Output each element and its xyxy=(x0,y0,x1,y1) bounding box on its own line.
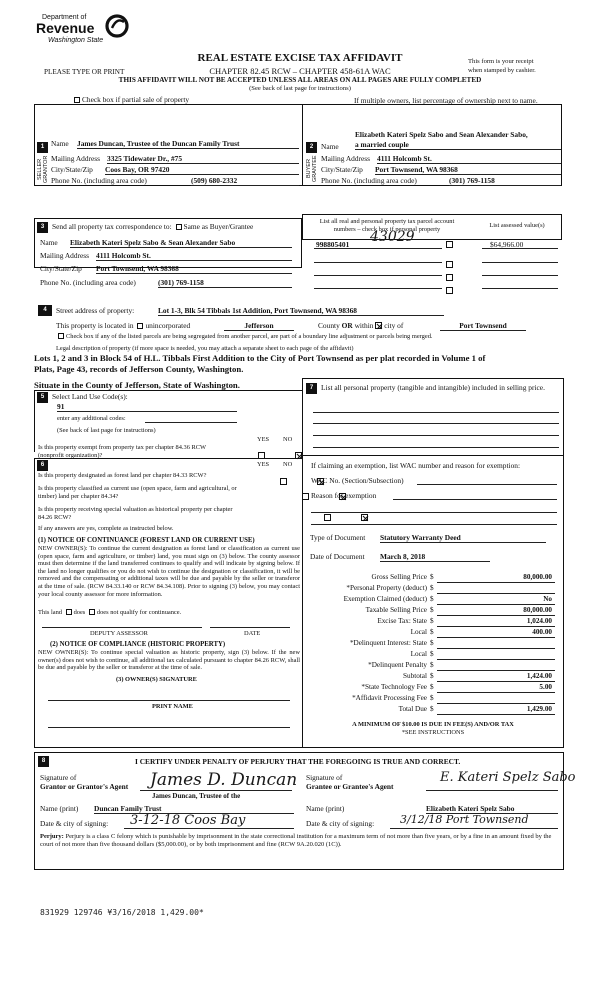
agency-logo xyxy=(36,14,136,50)
agency-dept: Department of xyxy=(42,14,87,21)
land-use-see-back: (See back of last page for instructions) xyxy=(57,427,156,434)
legal-desc-1[interactable]: Lots 1, 2 and 3 in Block 54 of H.L. Tibbals First Addition to the City of Port Townsend as per plat recorded in Volume 1 of xyxy=(34,353,486,363)
deputy-assessor-label: DEPUTY ASSESSOR xyxy=(90,630,148,637)
wa-dept-logo-icon xyxy=(104,14,130,38)
grantee-date-label: Date & city of signing: xyxy=(306,819,375,828)
fee-line xyxy=(437,692,555,693)
fee-row xyxy=(300,584,582,595)
parcel-header-2: numbers – check box if personal property xyxy=(333,226,441,233)
s6-yes-header: YES xyxy=(257,461,270,468)
unincorporated-checkbox[interactable] xyxy=(137,323,143,329)
perjury-notice xyxy=(40,833,560,849)
dollar-sign: $ xyxy=(430,584,434,592)
fee-label: Taxable Selling Price xyxy=(365,606,427,614)
exempt-question: Is this property exempt from property tax per chapter 84.36 RCW (nonprofit organization)? xyxy=(38,444,206,459)
owner-signature-label: (3) OWNER(S) SIGNATURE xyxy=(116,676,197,683)
street-address[interactable]: Lot 1-3, Blk 54 Tibbals 1st Addition, Port Townsend, WA 98368 xyxy=(158,306,444,316)
section-7-number: 7 xyxy=(306,383,317,394)
receipt-note-1: This form is your receipt xyxy=(468,58,534,65)
certify-statement: I CERTIFY UNDER PENALTY OF PERJURY THAT THE FOREGOING IS TRUE AND CORRECT. xyxy=(135,757,461,766)
owner-signature-line[interactable] xyxy=(48,700,290,701)
buyer-phone-label: Phone No. (including area code) xyxy=(321,176,417,185)
agency-name: Revenue xyxy=(36,20,95,36)
dollar-sign: $ xyxy=(430,705,434,713)
perjury-text: Perjury is a class C felony which is punishable by imprisonment in the state correctional institution for a maximum term of not more than five years, or by a fine in an amount fixed by the court of not more than five thousand dollars ($5,000.00), or by both imprisonment and fine (RCW 9A.20.020 (1C)). xyxy=(40,833,552,848)
see-instructions: *SEE INSTRUCTIONS xyxy=(401,729,465,736)
corr-phone-label: Phone No. (including area code) xyxy=(40,278,136,287)
assessed-value[interactable]: $64,966.00 xyxy=(490,240,524,249)
see-back-note: (See back of last page for instructions) xyxy=(249,85,351,92)
doc-date-label: Date of Document xyxy=(310,552,365,561)
partial-sale-checkbox[interactable]: Check box if partial sale of property xyxy=(72,95,189,104)
deputy-signature-line[interactable] xyxy=(42,627,202,628)
legal-desc-2[interactable]: Plats, Page 43, records of Jefferson County, Washington. xyxy=(34,364,244,374)
fee-label: *Delinquent Penalty xyxy=(368,661,427,669)
parcel-row-1-personal-checkbox[interactable] xyxy=(446,241,453,248)
corr-mailing-label: Mailing Address xyxy=(40,251,90,260)
fee-line xyxy=(437,615,555,616)
fee-value[interactable]: 1,424.00 xyxy=(526,672,552,680)
grantee-date[interactable]: 3/12/18 Port Townsend xyxy=(400,813,529,826)
legal-desc-label: Legal description of property (if more space is needed, you may attach a separate sheet to each page of the affidavit) xyxy=(56,345,354,352)
section-8-number: 8 xyxy=(38,756,49,767)
personal-property-line-1[interactable] xyxy=(313,412,559,413)
dollar-sign: $ xyxy=(430,661,434,669)
fee-value[interactable]: 80,000.00 xyxy=(523,573,552,581)
multiple-owners-note: If multiple owners, list percentage of ownership next to name. xyxy=(354,96,538,105)
buyer-name-label: Name xyxy=(321,142,339,151)
parcel-number[interactable]: 998805401 xyxy=(316,240,350,249)
partial-sale-box[interactable] xyxy=(74,97,80,103)
minimum-due-note: A MINIMUM OF $10.00 IS DUE IN FEE(S) AND/OR TAX xyxy=(352,721,514,728)
grantor-sig-label-1: Signature of xyxy=(40,773,77,782)
dollar-sign: $ xyxy=(430,606,434,614)
grantor-sig-under: James Duncan, Trustee of the xyxy=(152,792,241,800)
buyer-name-1[interactable]: Elizabeth Kateri Spelz Sabo and Sean Alexander Sabo, xyxy=(355,130,528,139)
seller-side-label: SELLER GRANTOR xyxy=(37,155,49,183)
parcel-row-4-line xyxy=(314,288,442,289)
fee-line xyxy=(437,681,555,682)
buyer-name-2[interactable]: a married couple xyxy=(355,140,561,150)
wac-field[interactable] xyxy=(417,476,557,485)
fee-table xyxy=(300,573,562,713)
print-name-label: PRINT NAME xyxy=(152,703,193,710)
wac-label: WAC No. (Section/Subsection) xyxy=(311,476,404,485)
fee-line xyxy=(437,593,555,594)
corr-name-label: Name xyxy=(40,238,58,247)
fee-row xyxy=(300,661,582,672)
perjury-label: Perjury: xyxy=(40,833,64,840)
fee-label: Subtotal xyxy=(403,672,427,680)
buyer-mailing[interactable]: 4111 Holcomb St. xyxy=(377,154,561,164)
fee-label: Excise Tax: State xyxy=(377,617,427,625)
grantee-sig-line xyxy=(426,790,558,791)
seller-phone-label: Phone No. (including area code) xyxy=(51,176,147,185)
seller-mailing[interactable]: 3325 Tidewater Dr., #75 xyxy=(107,154,299,164)
corr-city-label: City/State/Zip xyxy=(40,264,82,273)
dollar-sign: $ xyxy=(430,639,434,647)
q-current-use: Is this property classified as current use (open space, farm and agricultural, or timber) land per chapter 84.34? xyxy=(38,485,237,500)
personal-property-line-2[interactable] xyxy=(313,423,559,424)
notice-2-title: (2) NOTICE OF COMPLIANCE (HISTORIC PROPERTY) xyxy=(50,641,226,648)
grantor-name[interactable]: Duncan Family Trust xyxy=(94,804,294,814)
personal-property-label: List all personal property (tangible and intangible) included in selling price. xyxy=(321,383,545,392)
fee-row xyxy=(300,650,582,661)
agency-state: Washington State xyxy=(48,37,104,44)
corr-mailing[interactable]: 4111 Holcomb St. xyxy=(96,251,292,261)
grantor-sig-line xyxy=(140,790,292,791)
fee-label: Gross Selling Price xyxy=(371,573,427,581)
grantee-name-label: Name (print) xyxy=(306,804,345,813)
same-as-buyer-label: Same as Buyer/Grantee xyxy=(183,222,254,231)
fee-row xyxy=(300,628,582,639)
land-use-code[interactable]: 91 xyxy=(57,402,237,412)
section-6-number: 6 xyxy=(37,460,48,471)
s7-divider xyxy=(303,455,563,456)
s5-yes-header: YES xyxy=(257,436,270,443)
street-label: Street address of property: xyxy=(56,306,135,315)
seller-name-label: Name xyxy=(51,139,69,148)
reason-line-2[interactable] xyxy=(311,512,557,513)
fee-row xyxy=(300,705,582,716)
section-5 xyxy=(34,390,302,452)
please-type: PLEASE TYPE OR PRINT xyxy=(44,68,125,76)
this-land-label: This land xyxy=(38,609,62,616)
corr-phone[interactable]: (301) 769-1158 xyxy=(158,278,292,288)
form-chapter: CHAPTER 82.45 RCW – CHAPTER 458-61A WAC xyxy=(209,66,391,76)
fee-row xyxy=(300,672,582,683)
parcel-row-4 xyxy=(314,278,562,290)
deputy-date-line[interactable] xyxy=(210,627,290,628)
corr-name[interactable]: Elizabeth Kateri Spelz Sabo & Sean Alexander Sabo xyxy=(70,238,292,248)
additional-codes-field[interactable] xyxy=(145,415,237,423)
grantor-sig-label-2: Grantor or Grantor's Agent xyxy=(40,782,129,791)
reason-label: Reason for exemption xyxy=(311,491,377,500)
personal-property-line-4[interactable] xyxy=(313,447,559,448)
fee-line xyxy=(437,648,555,649)
segregated-label: Check box if any of the listed parcels are being segregated from another parcel, are part of a boundary line adjustment or parcels being merged. xyxy=(66,333,433,340)
fee-label: *State Technology Fee xyxy=(361,683,427,691)
notice-2-text: NEW OWNER(S): To continue special valuation as historic property, sign (3) below. If the new owner(s) does not wish to continue, all additional tax calculated pursuant to chapter 84.26 RCW, shall be due and payable by the seller or transferor at the time of sale. xyxy=(38,649,300,672)
fee-line xyxy=(437,714,555,715)
buyer-city-label: City/State/Zip xyxy=(321,165,363,174)
seller-city[interactable]: Coos Bay, OR 97420 xyxy=(105,165,299,175)
deputy-date-label: DATE xyxy=(244,630,261,637)
doc-type-label: Type of Document xyxy=(310,533,366,542)
forest-yes-checkbox[interactable] xyxy=(280,478,287,485)
receipt-note-2: when stamped by cashier. xyxy=(468,67,536,74)
does-qualify-checkbox[interactable] xyxy=(66,609,72,615)
grantee-name[interactable]: Elizabeth Kateri Spelz Sabo xyxy=(426,804,558,814)
fee-value[interactable]: 80,000.00 xyxy=(523,606,552,614)
fee-label: Local xyxy=(410,650,427,658)
assessed-row-2-line xyxy=(482,262,558,263)
parcel-row-2-line xyxy=(314,262,442,263)
dollar-sign: $ xyxy=(430,672,434,680)
additional-codes-label: enter any additional codes: xyxy=(57,415,126,422)
warning-text: THIS AFFIDAVIT WILL NOT BE ACCEPTED UNLESS ALL AREAS ON ALL PAGES ARE FULLY COMPLETED xyxy=(118,76,482,84)
fee-line xyxy=(437,582,555,583)
parcel-row-3 xyxy=(314,265,562,277)
parcel-row-3-line xyxy=(314,275,442,276)
q-forest-land: Is this property designated as forest land per chapter 84.33 RCW? xyxy=(38,472,207,479)
doc-date[interactable]: March 8, 2018 xyxy=(380,552,490,562)
form-title: REAL ESTATE EXCISE TAX AFFIDAVIT xyxy=(197,52,403,64)
segregated-checkbox[interactable] xyxy=(58,333,64,339)
county-name[interactable]: Jefferson xyxy=(224,321,294,331)
fee-label: Exemption Claimed (deduct) xyxy=(343,595,427,603)
section-5-number: 5 xyxy=(37,392,48,403)
grantor-name-label: Name (print) xyxy=(40,804,79,813)
unincorporated-label: unincorporated xyxy=(145,321,191,330)
seller-city-label: City/State/Zip xyxy=(51,165,93,174)
seller-mailing-label: Mailing Address xyxy=(51,154,101,163)
q-historic: Is this property receiving special valuation as historical property per chapter 84.26 RCW? xyxy=(38,506,233,521)
does-label: does xyxy=(73,609,86,616)
cashier-stamp: 831929 129746 ¥3/16/2018 1,429.00* xyxy=(40,908,204,917)
located-in-label: This property is located in xyxy=(56,321,134,330)
reason-field[interactable] xyxy=(393,491,557,500)
fee-line xyxy=(437,637,555,638)
fee-label: Local xyxy=(410,628,427,636)
does-not-qualify-checkbox[interactable] xyxy=(89,609,95,615)
fee-row xyxy=(300,683,582,694)
fee-value[interactable]: 400.00 xyxy=(532,628,552,636)
parcel-handwritten: 43029 xyxy=(370,229,415,245)
grantor-date[interactable]: 3-12-18 Coos Bay xyxy=(130,813,246,828)
print-name-line[interactable] xyxy=(48,727,290,728)
s6-no-header: NO xyxy=(283,461,293,468)
grantee-sig-label-2: Grantee or Grantee's Agent xyxy=(306,782,394,791)
grantor-date-label: Date & city of signing: xyxy=(40,819,109,828)
fee-line xyxy=(437,670,555,671)
does-not-label: does not qualify for continuance. xyxy=(96,609,182,616)
fee-line xyxy=(437,604,555,605)
fee-row xyxy=(300,617,582,628)
correspondence-title: Send all property tax correspondence to: xyxy=(52,222,172,231)
parcel-header-1: List all real and personal property tax parcel account xyxy=(319,218,455,225)
fee-row xyxy=(300,694,582,705)
grantor-signature[interactable]: James D. Duncan xyxy=(150,770,298,790)
fee-line xyxy=(437,703,555,704)
fee-value[interactable]: No xyxy=(543,595,552,603)
fee-row xyxy=(300,606,582,617)
section-2-buyer xyxy=(302,104,562,186)
buyer-side-label: BUYER GRANTEE xyxy=(306,155,318,183)
s5-no-header: NO xyxy=(283,436,293,443)
dollar-sign: $ xyxy=(430,683,434,691)
parcel-row-4-personal-checkbox[interactable] xyxy=(446,287,453,294)
fee-value[interactable]: 1,024.00 xyxy=(526,617,552,625)
notice-1-text: NEW OWNER(S): To continue the current designation as forest land or classification as current use (open space, farm and agriculture, or timber) land, you must sign on (3) below. The county assessor must then determine if the land transferred continues to qualify and will indicate by signing below. If the land no longer qualifies or you do not wish to continue the designation or classification, it will be removed and the compensating or additional taxes will be due and payable by the seller or transferor at the time of sale. (RCW 84.33.140 or RCW 84.34.108). Prior to signing (3) below, you may contact your local county assessor for more information. xyxy=(38,545,300,598)
reason-line-3[interactable] xyxy=(311,524,557,525)
fee-line xyxy=(437,626,555,627)
section-4-number: 4 xyxy=(38,305,52,316)
section-1-seller xyxy=(34,104,302,186)
dollar-sign: $ xyxy=(430,595,434,603)
notice-1-title: (1) NOTICE OF CONTINUANCE (FOREST LAND OR CURRENT USE) xyxy=(38,537,255,544)
situate-line[interactable]: Situate in the County of Jefferson, State of Washington. xyxy=(34,380,240,390)
fee-label: *Affidavit Processing Fee xyxy=(352,694,427,702)
dollar-sign: $ xyxy=(430,628,434,636)
assessed-row-3-line xyxy=(482,275,558,276)
fee-value[interactable]: 5.00 xyxy=(539,683,552,691)
land-use-label: Select Land Use Code(s): xyxy=(52,392,128,401)
same-as-buyer-checkbox[interactable] xyxy=(176,224,182,230)
grantee-sig-label-1: Signature of xyxy=(306,773,343,782)
dollar-sign: $ xyxy=(430,617,434,625)
assessed-row-4-line xyxy=(482,288,558,289)
if-yes-note: If any answers are yes, complete as instructed below. xyxy=(38,525,174,532)
corr-city[interactable]: Port Townsend, WA 98368 xyxy=(96,264,292,274)
buyer-phone[interactable]: (301) 769-1158 xyxy=(449,176,561,186)
county-label: County OR within city of xyxy=(318,321,404,330)
dollar-sign: $ xyxy=(430,573,434,581)
parcel-row-2 xyxy=(314,252,562,264)
seller-name[interactable]: James Duncan, Trustee of the Duncan Family Trust xyxy=(77,139,299,149)
fee-label: *Delinquent Interest: State xyxy=(349,639,427,647)
exemption-header: If claiming an exemption, list WAC number and reason for exemption: xyxy=(311,461,521,470)
fee-label: *Personal Property (deduct) xyxy=(346,584,427,592)
fee-row xyxy=(300,573,582,584)
section-3-number: 3 xyxy=(37,222,48,233)
dollar-sign: $ xyxy=(430,650,434,658)
seller-phone[interactable]: (509) 680-2332 xyxy=(191,176,299,186)
section-1-number: 1 xyxy=(37,142,48,153)
buyer-city[interactable]: Port Townsend, WA 98368 xyxy=(375,165,561,175)
city-name[interactable]: Port Townsend xyxy=(440,321,526,331)
personal-property-line-3[interactable] xyxy=(313,435,559,436)
doc-type[interactable]: Statutory Warranty Deed xyxy=(380,533,546,543)
grantee-signature[interactable]: E. Kateri Spelz Sabo xyxy=(440,770,576,785)
fee-line xyxy=(437,659,555,660)
within-city-checkbox[interactable] xyxy=(375,322,382,329)
fee-row xyxy=(300,595,582,606)
fee-value[interactable]: 1,429.00 xyxy=(526,705,552,713)
section-2-number: 2 xyxy=(306,142,317,153)
fee-row xyxy=(300,639,582,650)
dollar-sign: $ xyxy=(430,694,434,702)
buyer-mailing-label: Mailing Address xyxy=(321,154,371,163)
assessed-header: List assessed value(s) xyxy=(489,222,545,229)
fee-label: Total Due xyxy=(398,705,427,713)
